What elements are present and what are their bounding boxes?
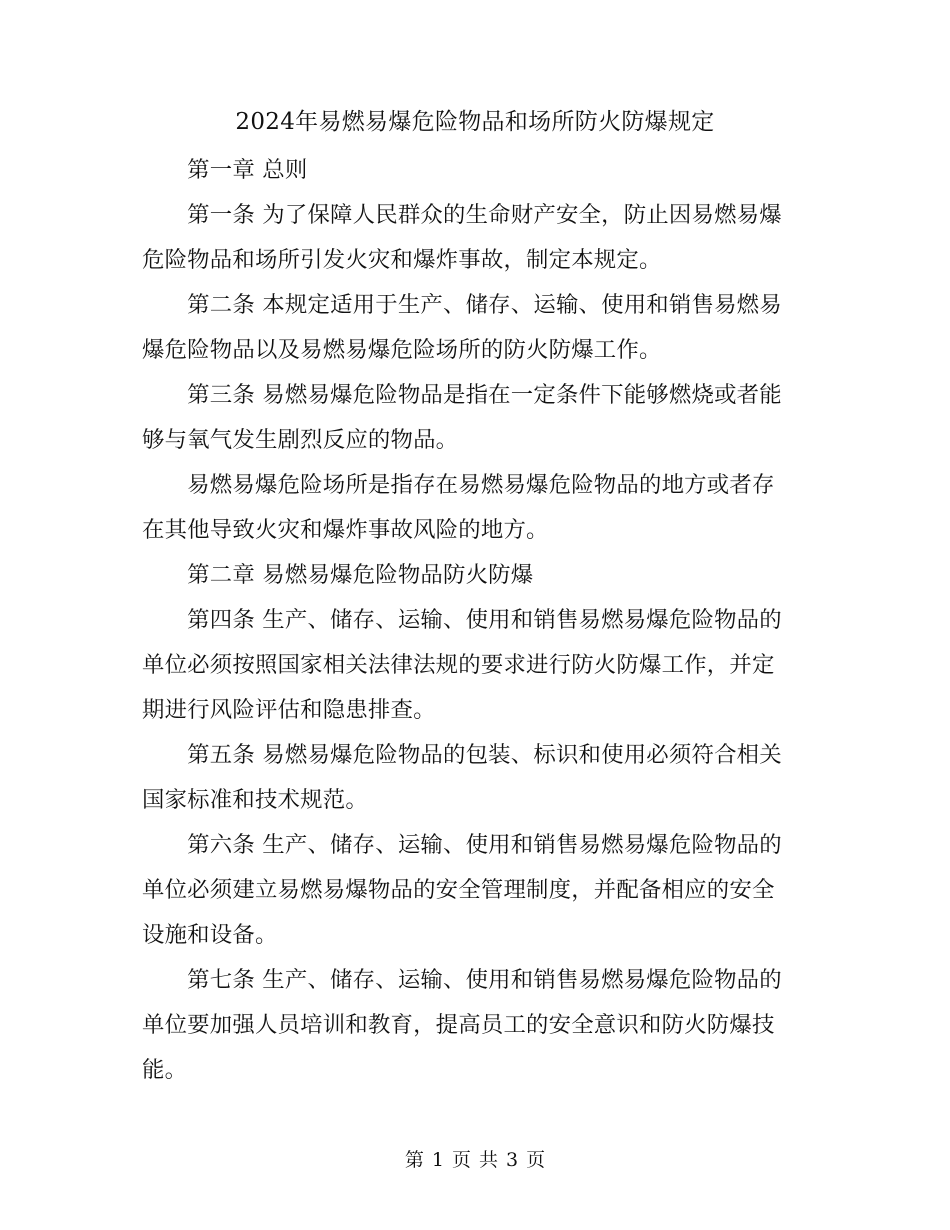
text-line: 第五条 易燃易爆危险物品的包装、标识和使用必须符合相关 bbox=[142, 742, 782, 768]
text-line: 能。 bbox=[142, 1057, 188, 1083]
text-line: 国家标准和技术规范。 bbox=[142, 787, 368, 813]
text-line: 单位必须按照国家相关法律法规的要求进行防火防爆工作，并定 bbox=[142, 652, 775, 678]
text-line: 期进行风险评估和隐患排查。 bbox=[142, 697, 436, 723]
text-line: 爆危险物品以及易燃易爆危险场所的防火防爆工作。 bbox=[142, 337, 662, 363]
text-line: 第四条 生产、储存、运输、使用和销售易燃易爆危险物品的 bbox=[142, 607, 782, 633]
document-title: 2024年易燃易爆危险物品和场所防火防爆规定 bbox=[235, 109, 715, 135]
text-line: 第三条 易燃易爆危险物品是指在一定条件下能够燃烧或者能 bbox=[142, 382, 782, 408]
text-line: 易燃易爆危险场所是指存在易燃易爆危险物品的地方或者存 bbox=[142, 472, 775, 498]
text-line: 在其他导致火灾和爆炸事故风险的地方。 bbox=[142, 517, 549, 543]
text-line: 够与氧气发生剧烈反应的物品。 bbox=[142, 427, 459, 453]
text-line: 单位要加强人员培训和教育，提高员工的安全意识和防火防爆技 bbox=[142, 1012, 775, 1038]
text-line: 第二条 本规定适用于生产、储存、运输、使用和销售易燃易 bbox=[142, 292, 782, 318]
text-line: 第七条 生产、储存、运输、使用和销售易燃易爆危险物品的 bbox=[142, 967, 782, 993]
text-line: 第一条 为了保障人民群众的生命财产安全，防止因易燃易爆 bbox=[142, 202, 782, 228]
page-footer: 第 1 页 共 3 页 bbox=[404, 1149, 546, 1171]
text-line: 第六条 生产、储存、运输、使用和销售易燃易爆危险物品的 bbox=[142, 832, 782, 858]
text-line: 第一章 总则 bbox=[142, 157, 308, 183]
text-line: 第二章 易燃易爆危险物品防火防爆 bbox=[142, 562, 534, 588]
text-line: 危险物品和场所引发火灾和爆炸事故，制定本规定。 bbox=[142, 247, 662, 273]
text-line: 单位必须建立易燃易爆物品的安全管理制度，并配备相应的安全 bbox=[142, 877, 775, 903]
text-line: 设施和设备。 bbox=[142, 922, 278, 948]
